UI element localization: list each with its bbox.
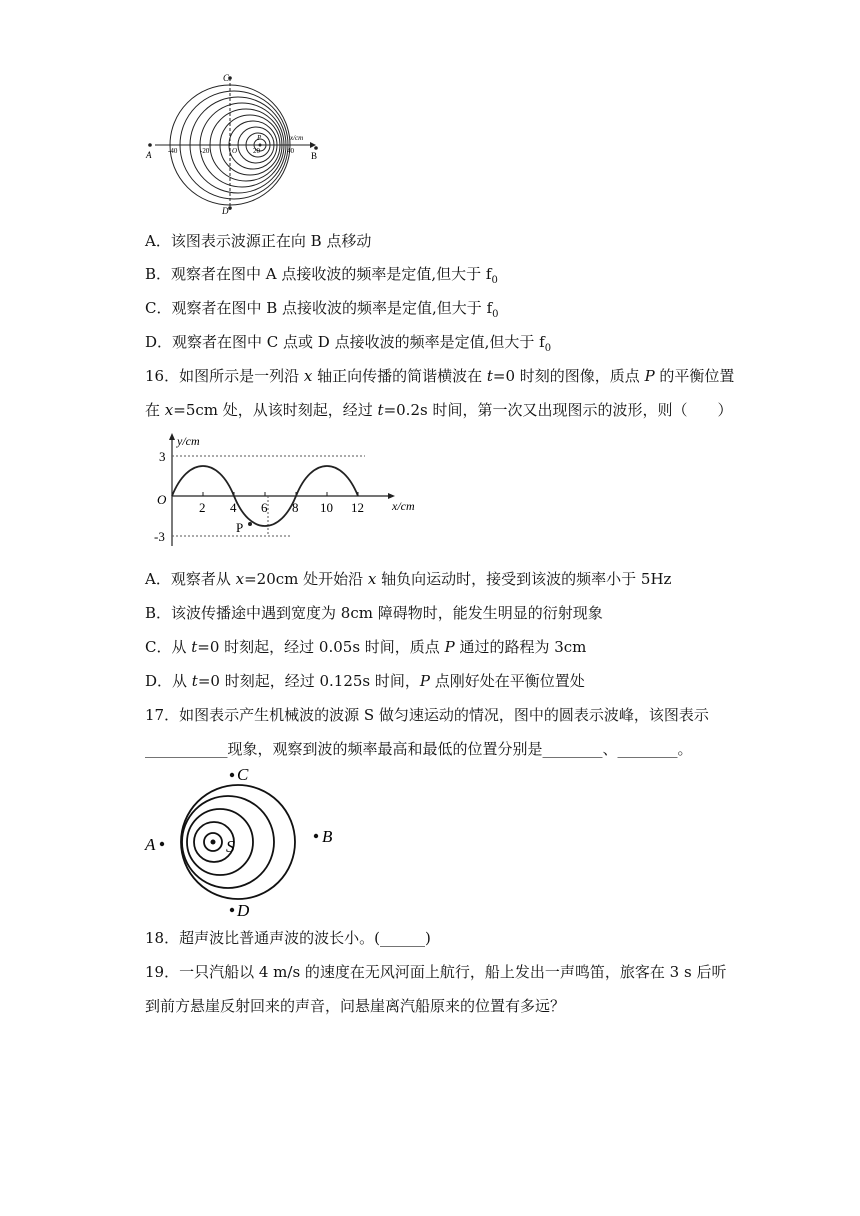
x-tick-label: 2	[199, 500, 206, 515]
q18-text: 18．超声波比普通声波的波长小。(______)	[145, 929, 431, 947]
tick-label: -20	[200, 147, 210, 155]
y-tick-label: 3	[159, 449, 166, 464]
q15-option-c: C．观察者在图中 B 点接收波的频率是定值,但大于 $f_0$	[145, 299, 499, 320]
point-a-label: A	[146, 150, 152, 160]
source-s-label: S	[226, 837, 235, 856]
x-tick-label: 10	[320, 500, 333, 515]
moving-source-figure	[140, 764, 340, 922]
point-p-label: P	[236, 520, 244, 535]
y-tick-label: -3	[154, 529, 165, 544]
point-d-label: D	[237, 901, 250, 920]
x-tick-label: 4	[230, 500, 237, 515]
x-axis-label: x/cm	[392, 499, 415, 513]
q15-option-a: A．该图表示波源正在向 B 点移动	[145, 232, 372, 250]
x-tick-label: 8	[292, 500, 299, 515]
q17-stem-line2: ___________现象，观察到波的频率最高和最低的位置分别是________、________。	[145, 740, 693, 758]
point-c-label: C	[223, 73, 230, 83]
source-label: P	[257, 134, 262, 142]
q16-option-d: D．从 t=0 时刻起，经过 0.125s 时间，P 点刚好处在平衡位置处	[145, 672, 585, 690]
point-a-label: A	[145, 835, 156, 854]
q16-option-a: A．观察者从 x=20cm 处开始沿 x 轴负向运动时，接受到该波的频率小于 5Hz	[145, 570, 672, 588]
q19-stem-line1: 19．一只汽船以 4 m/s 的速度在无风河面上航行，船上发出一声鸣笛，旅客在 3 s 后听	[145, 963, 727, 981]
q17-stem-line1: 17．如图表示产生机械波的波源 S 做匀速运动的情况，图中的圆表示波峰，该图表示	[145, 706, 709, 724]
q16-stem-line2: 在 x=5cm 处，从该时刻起，经过 t=0.2s 时间，第一次又出现图示的波形，则（ ）	[145, 401, 733, 419]
tick-label: 20	[253, 147, 260, 155]
x-tick-label: 6	[261, 500, 268, 515]
q15-option-b: B．观察者在图中 A 点接收波的频率是定值,但大于 $f_0$	[145, 265, 498, 286]
q19-stem-line2: 到前方悬崖反射回来的声音，问悬崖离汽船原来的位置有多远？	[145, 997, 566, 1015]
q16-option-c: C．从 t=0 时刻起，经过 0.05s 时间，质点 P 通过的路程为 3cm	[145, 638, 587, 656]
point-c-label: C	[237, 765, 249, 784]
doppler-circles-figure	[140, 70, 330, 215]
tick-label: 40	[287, 147, 294, 155]
point-d-label: D	[222, 206, 229, 215]
x-tick-label: 12	[351, 500, 364, 515]
tick-label: -40	[168, 147, 178, 155]
point-b-label: B	[311, 151, 318, 161]
q16-stem-line1: 16．如图所示是一列沿 x 轴正向传播的简谐横波在 t=0 时刻的图像，质点 P 的平衡位置	[145, 367, 735, 385]
q15-option-d: D．观察者在图中 C 点或 D 点接收波的频率是定值,但大于 $f_0$	[145, 333, 552, 354]
origin-label: O	[232, 147, 238, 155]
origin-label: O	[157, 492, 167, 507]
q16-option-b: B．该波传播途中遇到宽度为 8cm 障碍物时，能发生明显的衍射现象	[145, 604, 603, 622]
axis-unit-label: x/cm	[290, 134, 304, 142]
wave-graph-figure	[150, 432, 430, 552]
y-axis-label: y/cm	[177, 434, 200, 448]
point-b-label: B	[322, 827, 333, 846]
